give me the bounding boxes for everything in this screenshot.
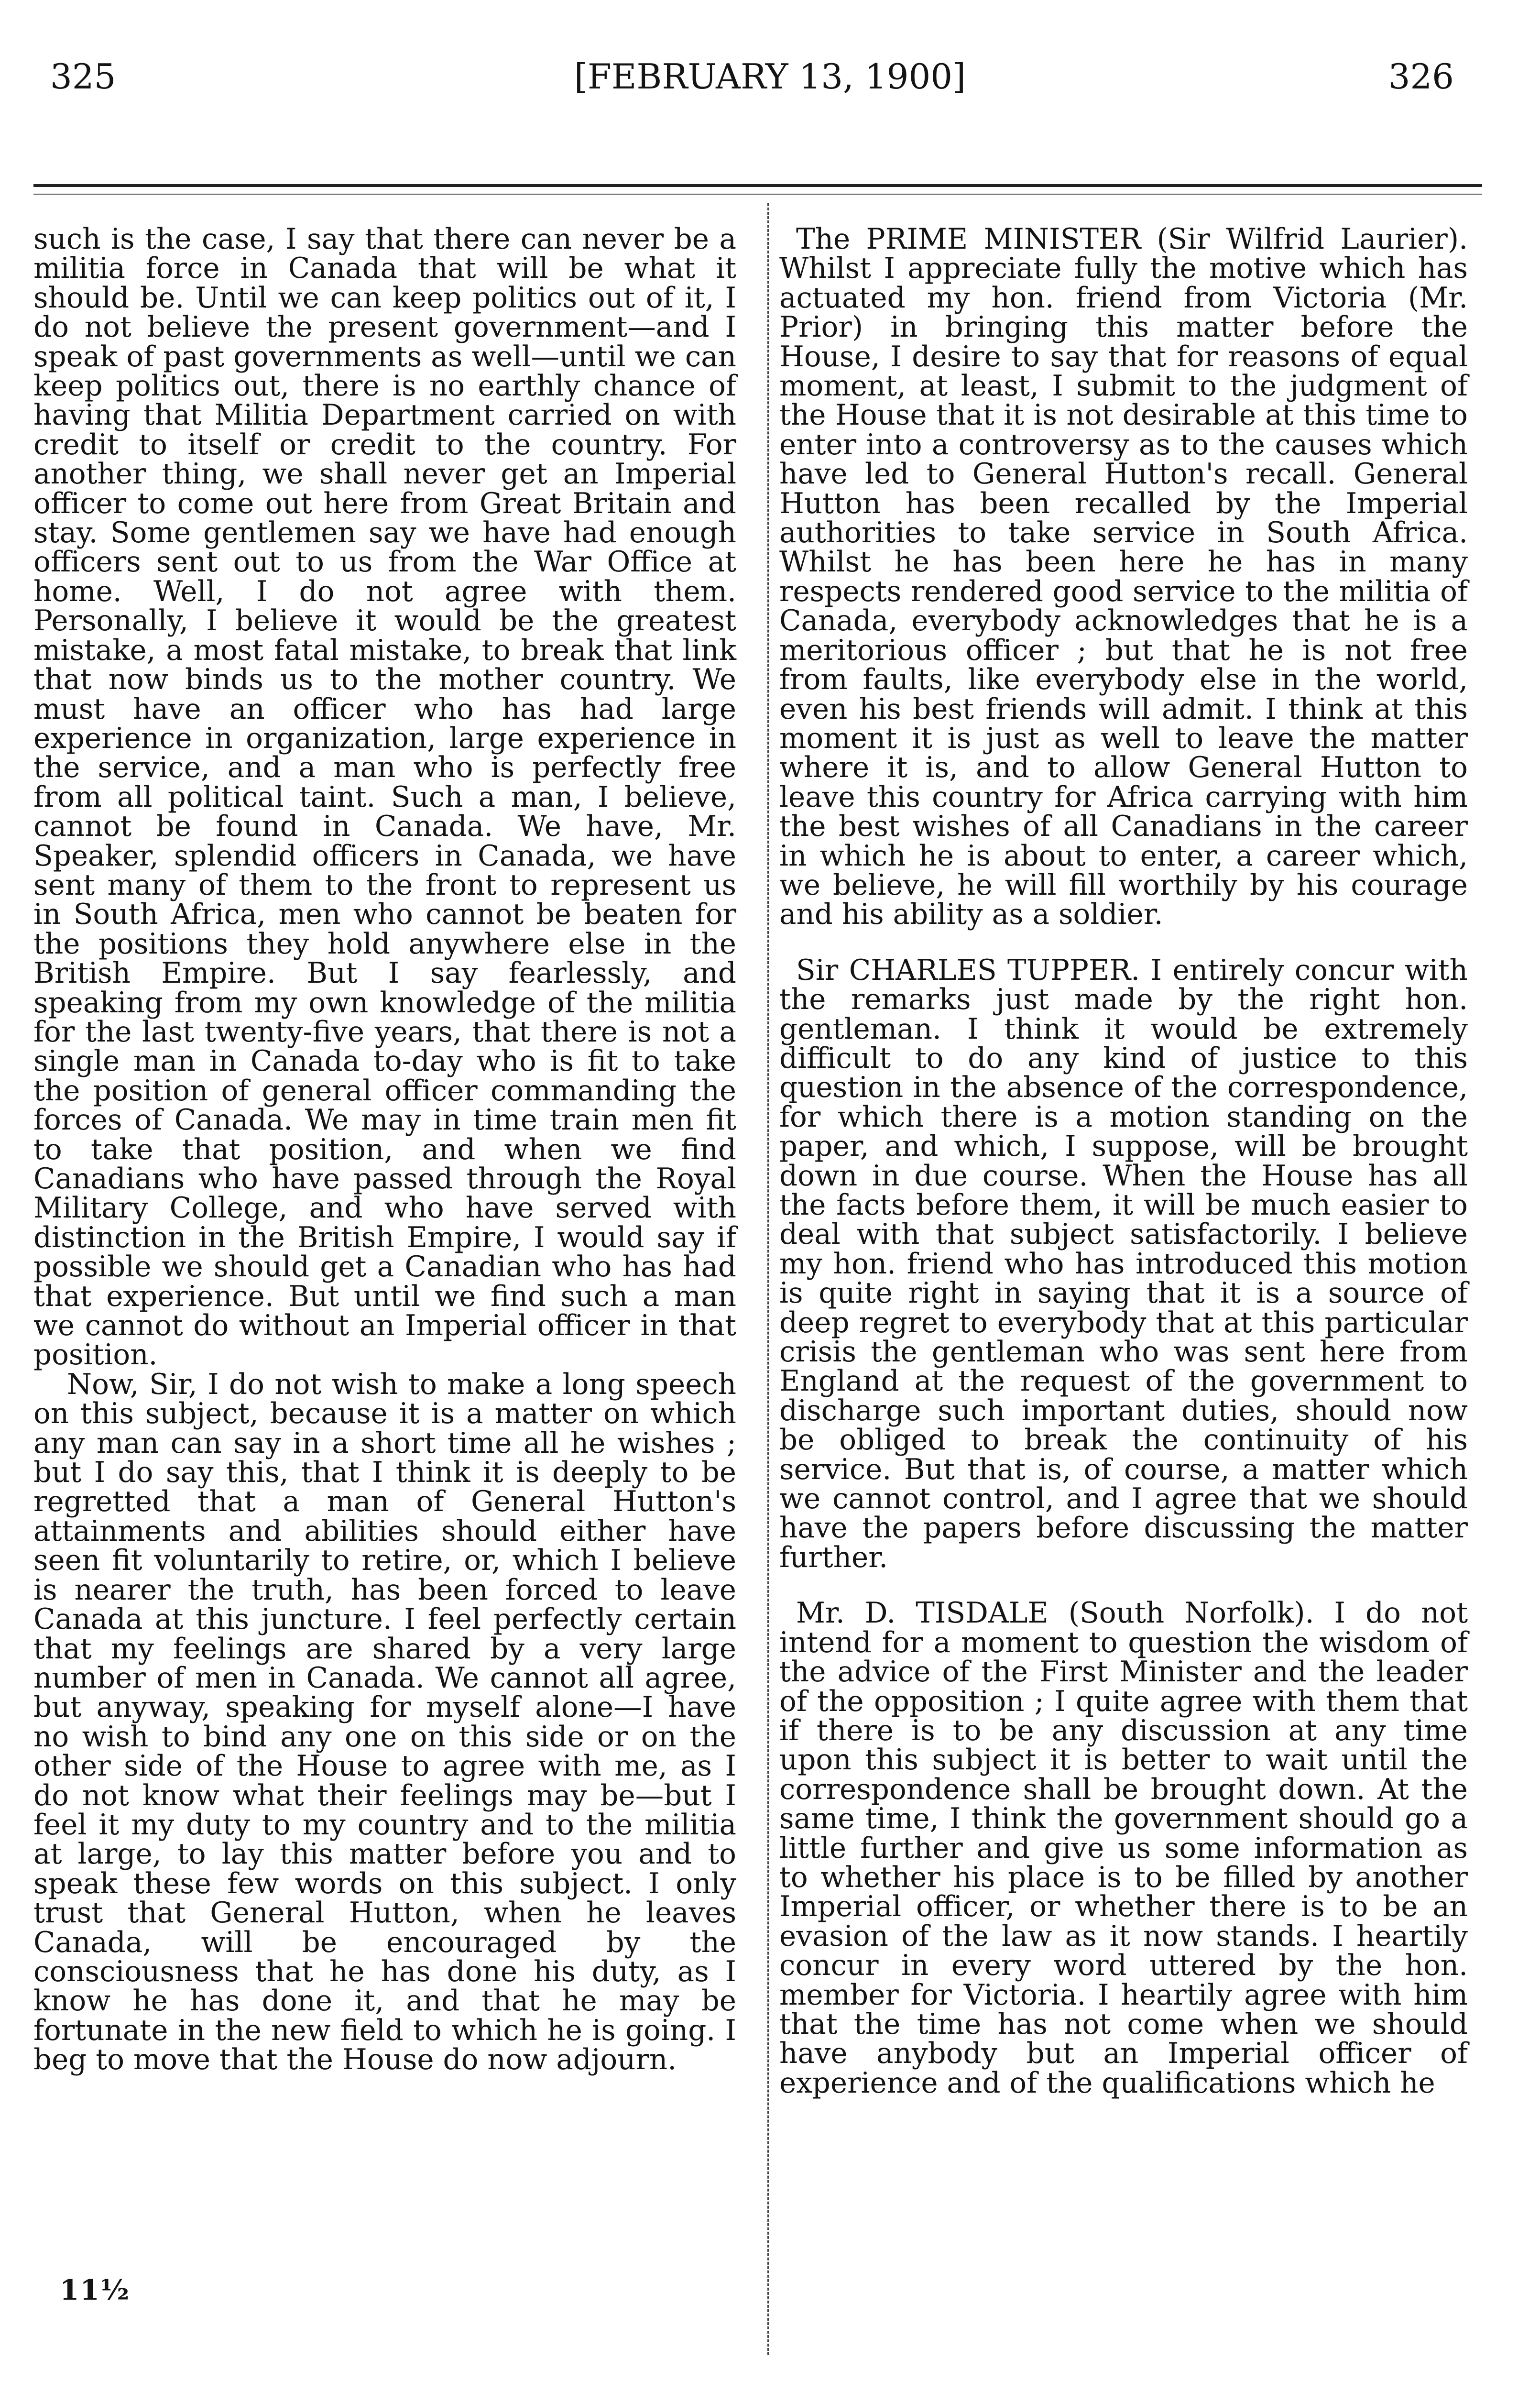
signature-mark: 11½ xyxy=(60,2274,131,2306)
left-paragraph-2: Now, Sir, I do not wish to make a long speech on this subject, because it is a matter on which any man can say in a short time all he wishes ; but I do say this, that I think it is deeply to be regretted that a man of General Hutton's attainments and abilities should either have seen fit voluntarily to retire, or, which I believe is nearer the truth, has been forced to leave Canada at this juncture. I feel perfectly certain that my feelings are shared by a very large number of men in Canada. We cannot all agree, but anyway, speaking for myself alone—I have no wish to bind any one on this side or on the other side of the House to agree with me, as I do not know what their feelings may be—but I feel it my duty to my country and to the militia at large, to lay this matter before you and to speak these few words on this subject. I only trust that General Hutton, when he leaves Canada, will be encouraged by the consciousness that he has done his duty, as I know he has done it, and that he may be fortunate in the new field to which he is going. I beg to move that the House do now adjourn. xyxy=(33,1368,736,2077)
right-column xyxy=(779,225,1468,2098)
left-paragraph-1: such is the case, I say that there can never be a militia force in Canada that will be what it should be. Until we can keep politics out of it, I do not believe the present government—and I speak of past governments as well—until we can keep politics out, there is no earthly chance of having that Militia Department carried on with credit to itself or credit to the country. For another thing, we shall never get an Imperial officer to come out here from Great Britain and stay. Some gentlemen say we have had enough officers sent out to us from the War Office at home. Well, I do not agree with them. Personally, I believe it would be the greatest mistake, a most fatal mistake, to break that link that now binds us to the mother country. We must have an officer who has had large experience in organization, large experience in the service, and a man who is perfectly free from all political taint. Such a man, I believe, cannot be found in Canada. We have, Mr. Speaker, splendid officers in Canada, we have sent many of them to the front to represent us in South Africa, men who cannot be beaten for the positions they hold anywhere else in the British Empire. But I say fearlessly, and speaking from my own knowledge of the militia for the last twenty-five years, that there is not a single man in Canada to-day who is fit to take the position of general officer commanding the forces of Canada. We may in time train men fit to take that position, and when we find Canadians who have passed through the Royal Military College, and who have served with distinction in the British Empire, I would say if possible we should get a Canadian who has had that experience. But until we find such a man we cannot do without an Imperial officer in that position. xyxy=(33,223,736,1372)
header-rule xyxy=(33,184,1482,187)
page-header xyxy=(0,48,1540,105)
speech-charles-tupper: Sir CHARLES TUPPER. I entirely concur with the remarks just made by the right hon. gentleman. I think it would be extremely difficult to do any kind of justice to this question in the absence of the correspondence, for which there is a motion standing on the paper, and which, I suppose, will be brought down in due course. When the House has all the facts before them, it will be much easier to deal with that subject satisfactorily. I believe my hon. friend who has introduced this motion is quite right in saying that it is a source of deep regret to everybody that at this particular crisis the gentleman who was sent here from England at the request of the government to discharge such important duties, should now be obliged to break the continuity of his service. But that is, of course, a matter which we cannot control, and I agree that we should have the papers before discussing the matter further. xyxy=(779,954,1468,1574)
left-column xyxy=(33,225,736,2075)
speech-prime-minister: The PRIME MINISTER (Sir Wilfrid Laurier). Whilst I appreciate fully the motive which has actuated my hon. friend from Victoria (Mr. Prior) in bringing this matter before the House, I desire to say that for reasons of equal moment, at least, I submit to the judgment of the House that it is not desirable at this time to enter into a controversy as to the causes which have led to General Hutton's recall. General Hutton has been recalled by the Imperial authorities to take service in South Africa. Whilst he has been here he has in many respects rendered good service to the militia of Canada, everybody acknowledges that he is a meritorious officer ; but that he is not free from faults, like everybody else in the world, even his best friends will admit. I think at this moment it is just as well to leave the matter where it is, and to allow General Hutton to leave this country for Africa carrying with him the best wishes of all Canadians in the career in which he is about to enter, a career which, we believe, he will fill worthily by his courage and his ability as a soldier. xyxy=(779,223,1468,932)
page-number-right: 326 xyxy=(1388,56,1454,97)
column-divider xyxy=(767,203,769,2355)
speech-d-tisdale: Mr. D. TISDALE (South Norfolk). I do not intend for a moment to question the wisdom of the advice of the First Minister and the leader of the opposition ; I quite agree with them that if there is to be any discussion at any time upon this subject it is better to wait until the correspondence shall be brought down. At the same time, I think the government should go a little further and give us some information as to whether his place is to be filled by another Imperial officer, or whether there is to be an evasion of the law as it now stands. I heartily concur in every word uttered by the hon. member for Victoria. I heartily agree with him that the time has not come when we should have anybody but an Imperial officer of experience and of the qualifications which he xyxy=(779,1597,1468,2100)
header-rule-thin xyxy=(33,194,1482,195)
page-number-left: 325 xyxy=(50,56,116,97)
header-date: [FEBRUARY 13, 1900] xyxy=(574,56,966,97)
